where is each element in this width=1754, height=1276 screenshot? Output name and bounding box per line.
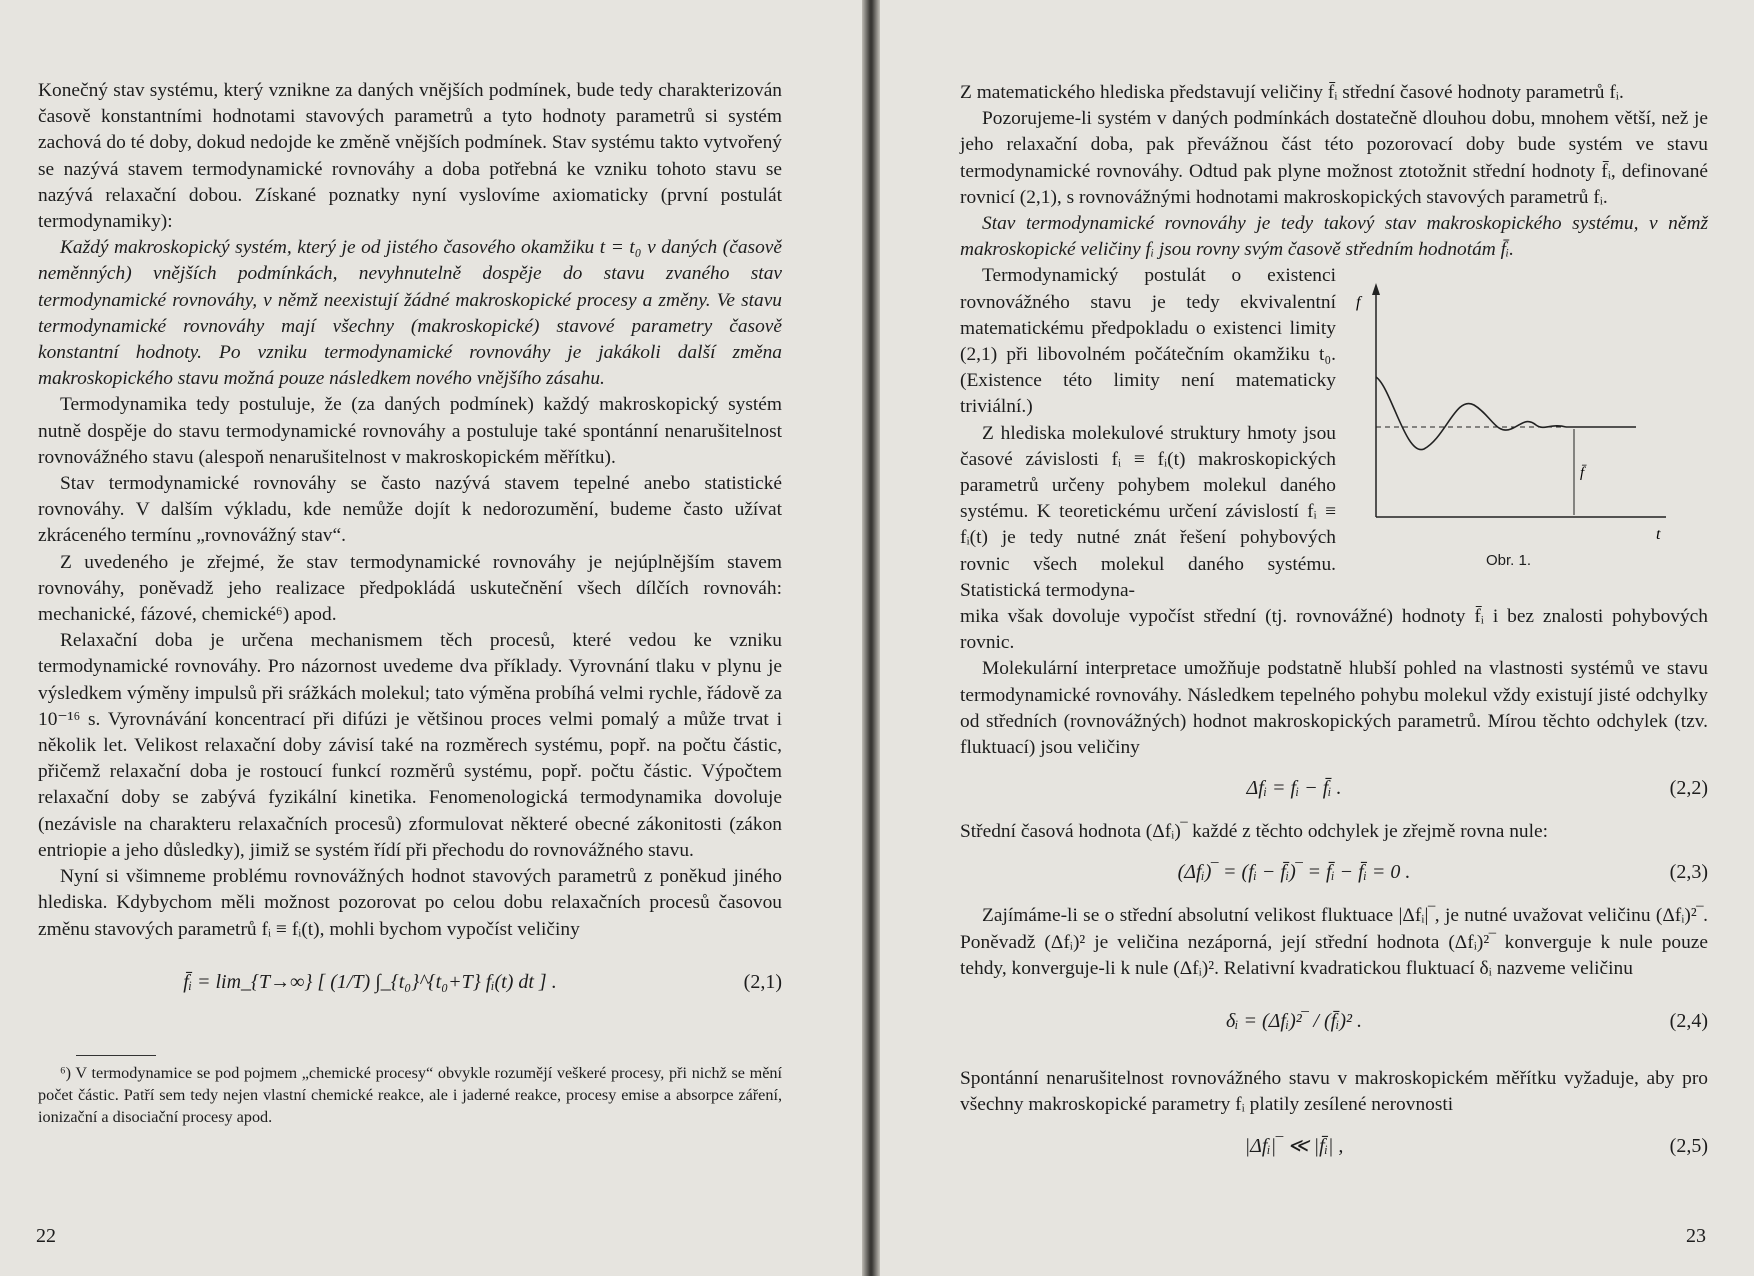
equation-2-1 — [38, 943, 782, 1027]
paragraph: Stav termodynamické rovnováhy se často nazývá stavem tepelné anebo statistické rovnováhy. V dalším výkladu, kde nemůže dojít k nedorozumění, budeme často užívat zkráceného termínu „rovnovážný stav“. — [38, 473, 782, 547]
paragraph: Střední časová hodnota (Δfᵢ)‾ každé z těchto odchylek je zřejmě rovna nule: — [960, 821, 1548, 843]
paragraph: Z matematického hlediska představují veličiny f̄ᵢ střední časové hodnoty parametrů fᵢ. — [960, 82, 1624, 103]
footnote: ⁶) V termodynamice se pod pojmem „chemické procesy“ obvykle rozumějí veškeré procesy, při nichž se mění počet částic. Patří sem tedy nejen vlastní chemické reakce, ale i jaderné reakce, procesy emise a absorpce záření, ionizační a disociační procesy apod. — [38, 1063, 782, 1126]
equation-number: (2,1) — [743, 970, 782, 993]
paragraph: Z hlediska molekulové struktury hmoty jsou časové závislosti fᵢ ≡ fᵢ(t) makroskopických parametrů určeny pohybem molekul daného systému. K teoretickému určení závislostí fᵢ ≡ fᵢ(t) je tedy nutné znát řešení pohybových rovnic všech molekul daného systému. Statistická termodyna- — [960, 422, 1336, 601]
y-axis-label: f — [1356, 294, 1361, 312]
paragraph: mika však dovoluje vypočíst střední (tj. rovnovážné) hodnoty f̄ᵢ i bez znalosti pohybových rovnic. — [960, 606, 1708, 654]
equation-2-5 — [960, 1119, 1708, 1177]
equation-formula: f̄ᵢ = lim_{T→∞} [ (1/T) ∫_{t₀}^{t₀+T} fᵢ(t) dt ] . — [183, 970, 557, 993]
equation-2-4 — [960, 982, 1708, 1066]
paragraph: Z uvedeného je zřejmé, že stav termodynamické rovnováhy je nejúplnějším stavem rovnováhy, poněvadž jeho realizace předpokládá uskutečnění všech dílčích rovnováh: mechanické, fázové, chemické⁶) apod. — [38, 551, 782, 626]
equation-number: (2,3) — [1669, 861, 1708, 884]
paragraph: Pozorujeme-li systém v daných podmínkách dostatečně dlouhou dobu, mnohem větší, než je jeho relaxační doba, pak převážnou část této pozorovací doby bude systém ve stavu termodynamické rovnováhy. Odtud pak plyne možnost ztotožnit střední hodnoty f̄ᵢ, definované rovnicí (2,1), s rovnovážnými hodnotami makroskopických stavových parametrů fᵢ. — [960, 108, 1708, 208]
page-number-right: 23 — [1686, 1225, 1706, 1247]
left-page — [0, 0, 862, 1276]
definition-paragraph: Stav termodynamické rovnováhy je tedy takový stav makroskopického systému, v němž makroskopické veličiny fᵢ jsou rovny svým časově středním hodnotám f̄ᵢ. — [960, 213, 1708, 261]
fluctuation-curve — [1376, 377, 1566, 450]
paragraph: Termodynamický postulát o existenci rovnovážného stavu je tedy ekvivalentní matematickému předpokladu o existenci limity (2,1) při libovolném počátečním okamžiku t₀. (Existence této limity není matematicky triviální.) — [960, 265, 1336, 418]
figure-block — [960, 263, 1708, 604]
equation-number: (2,5) — [1669, 1134, 1708, 1157]
x-axis-label: t — [1656, 526, 1661, 544]
paragraph: Molekulární interpretace umožňuje podstatně hlubší pohled na vlastnosti systémů ve stavu termodynamické rovnováhy. Následkem tepelného pohybu molekul vždy existují jisté odchylky od středních (rovnovážných) hodnot makroskopických parametrů. Mírou těchto odchylek (tzv. fluktuací) jsou veličiny — [960, 658, 1708, 759]
equation-2-3 — [960, 845, 1708, 903]
figure-side-text — [960, 263, 1336, 604]
figure-1 — [1346, 263, 1708, 604]
footnote-rule — [76, 1055, 156, 1056]
equation-formula: (Δfᵢ)‾ = (fᵢ − f̄ᵢ)‾ = f̄ᵢ − f̄ᵢ = 0 . — [1177, 861, 1411, 884]
relaxation-plot — [1346, 277, 1676, 547]
equation-2-2 — [960, 761, 1708, 819]
equation-formula: Δfᵢ = fᵢ − f̄ᵢ . — [1246, 777, 1342, 800]
paragraph: Zajímáme-li se o střední absolutní velikost fluktuace |Δfᵢ|‾, je nutné uvažovat veličinu (Δfᵢ)²‾. Poněvadž (Δfᵢ)² je veličina nezáporná, její střední hodnota (Δfᵢ)²‾ konverguje k nule pouze tehdy, konverguje-li k nule (Δfᵢ)². Relativní kvadratickou fluktuací δᵢ nazveme veličinu — [960, 905, 1708, 979]
mean-label: f̄ — [1580, 465, 1585, 482]
paragraph: Spontánní nenarušitelnost rovnovážného stavu v makroskopickém měřítku vyžaduje, aby pro všechny makroskopické parametry fᵢ platily zesílené nerovnosti — [960, 1068, 1708, 1116]
right-page — [880, 0, 1754, 1276]
equation-number: (2,2) — [1669, 777, 1708, 800]
postulate-paragraph: Každý makroskopický systém, který je od jistého časového okamžiku t = t₀ v daných (časově neměnných) vnějších podmínkách, nevyhnutelně dospěje do stavu zvaného stav termodynamické rovnováhy, v němž neexistují žádné makroskopické procesy a změny. Ve stavu termodynamické rovnováhy mají všechny (makroskopické) stavové parametry časově konstantní hodnoty. Po vzniku termodynamické rovnováhy je jakákoli další změna makroskopického stavu možná pouze následkem nového vnějšího zásahu. — [38, 237, 782, 390]
paragraph: Konečný stav systému, který vznikne za daných vnějších podmínek, bude tedy charakterizován časově konstantními hodnotami stavových parametrů a tyto hodnoty parametrů si systém zachová do té doby, dokud nedojde ke změně vnějších podmínek. Stav systému takto vytvořený se nazývá stavem termodynamické rovnováhy a doba potřebná ke vzniku tohoto stavu se nazývá relaxační dobou. Získané poznatky nyní vyslovíme axiomaticky (první postulát termodynamiky): — [38, 80, 782, 233]
left-text-column — [38, 78, 782, 1128]
equation-formula: δᵢ = (Δfᵢ)²‾ / (f̄ᵢ)² . — [1226, 1010, 1362, 1033]
equation-formula: |Δfᵢ|‾ ≪ |f̄ᵢ| , — [1244, 1134, 1344, 1157]
book-gutter — [862, 0, 880, 1276]
right-text-column — [960, 80, 1708, 1177]
paragraph: Relaxační doba je určena mechanismem těch procesů, které vedou ke vzniku termodynamické rovnováhy. Pro názornost uvedeme dva příklady. Vyrovnání tlaku v plynu je výsledkem výměny impulsů při srážkách molekul; tato výměna probíhá velmi rychle, řádově za 10⁻¹⁶ s. Vyrovnávání koncentrací při difúzi je většinou proces velmi pomalý a může trvat i několik let. Velikost relaxační doby závisí také na rozměrech systému, popř. na počtu částic, přičemž relaxační doba je rostoucí funkcí rozměrů systému, popř. počtu částic. Výpočtem relaxační doby se zabývá fyzikální kinetika. Fenomenologická termodynamika dovoluje (nezávisle na charakteru relaxačních procesů) zformulovat některé obecné zákonitosti (zákon entriopie a jeho důsledky), jimiž se systém řídí při přechodu do rovnovážného stavu. — [38, 630, 782, 861]
page-number-left: 22 — [36, 1225, 56, 1247]
paragraph: Nyní si všimneme problému rovnovážných hodnot stavových parametrů z poněkud jiného hlediska. Kdybychom měli možnost pozorovat po celou dobu relaxačních procesů časovou změnu stavových parametrů fᵢ ≡ fᵢ(t), mohli bychom vypočíst veličiny — [38, 866, 782, 940]
y-axis-arrow — [1372, 283, 1380, 295]
paragraph: Termodynamika tedy postuluje, že (za daných podmínek) každý makroskopický systém nutně dospěje do stavu termodynamické rovnováhy a postuluje také spontánní nenarušitelnost rovnovážného stavu (alespoň nenarušitelnost v makroskopickém měřítku). — [38, 394, 782, 468]
equation-number: (2,4) — [1669, 1010, 1708, 1033]
figure-caption: Obr. 1. — [1486, 552, 1532, 570]
